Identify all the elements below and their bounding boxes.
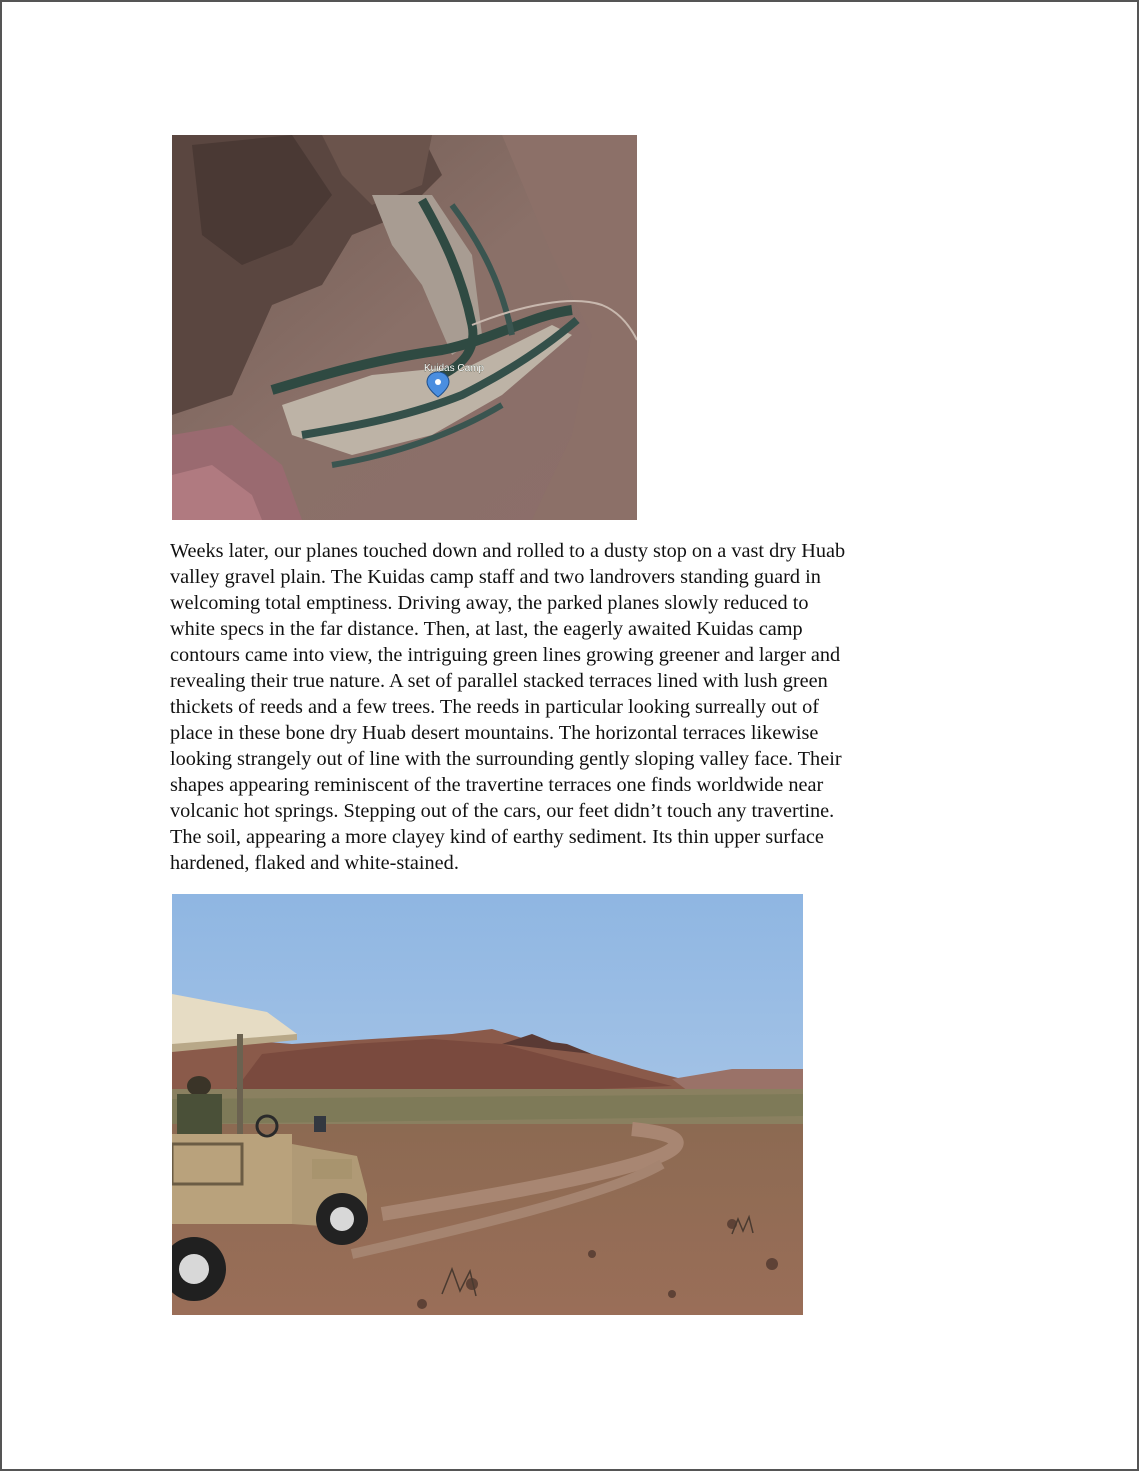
landrover-landscape-photo: [172, 894, 803, 1315]
body-paragraph: Weeks later, our planes touched down and rolled to a dusty stop on a vast dry Huab valley gravel plain. The Kuidas camp staff and two landrovers standing guard in welcoming total emptiness. Driving away, the parked planes slowly reduced to white specs in the far distance. Then, at last, the eagerly awaited Kuidas camp contours came into view, the intriguing green lines growing greener and larger and revealing their true nature. A set of parallel stacked terraces lined with lush green thickets of reeds and a few trees. The reeds in particular looking surreally out of place in these bone dry Huab desert mountains. The horizontal terraces likewise looking strangely out of line with the surrounding gently sloping valley face. Their shapes appearing reminiscent of the travertine terraces one finds worldwide near volcanic hot springs. Stepping out of the cars, our feet didn’t touch any travertine. The soil, appearing a more clayey kind of earthy sediment. Its thin upper surface hardened, flaked and white-stained.: [170, 540, 846, 874]
map-label: Kuidas Camp: [424, 363, 485, 374]
satellite-map-image: [172, 135, 637, 520]
